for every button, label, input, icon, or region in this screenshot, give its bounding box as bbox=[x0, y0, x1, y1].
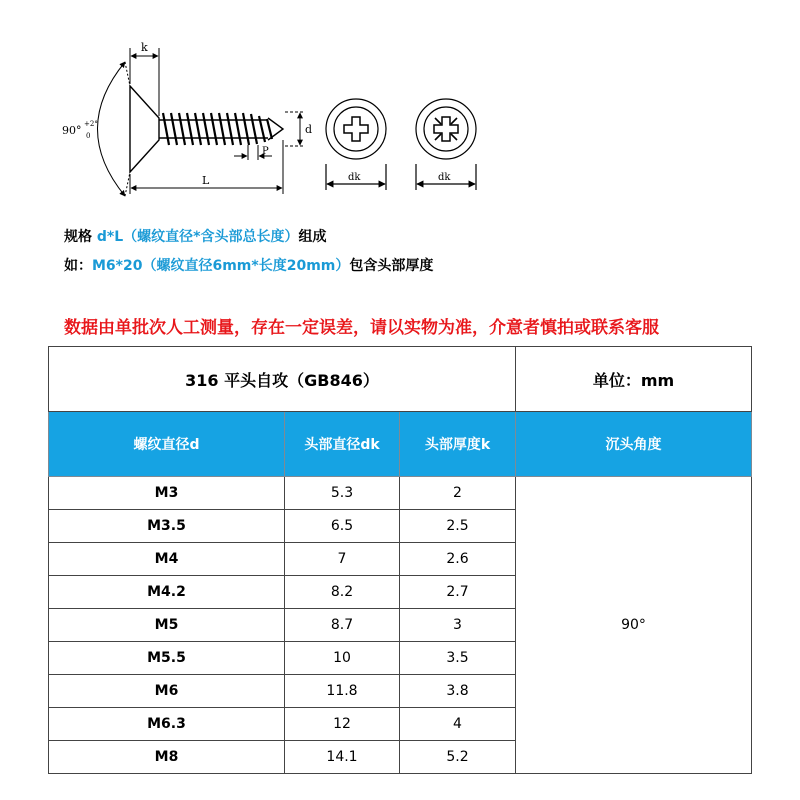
cell-head-diameter: 11.8 bbox=[285, 675, 400, 708]
cell-thread-diameter: M3.5 bbox=[49, 510, 285, 543]
header-head-diameter: 头部直径dk bbox=[285, 412, 400, 477]
cell-thread-diameter: M4 bbox=[49, 543, 285, 576]
spec-example-suffix: 包含头部厚度 bbox=[349, 258, 434, 274]
cell-head-diameter: 8.7 bbox=[285, 609, 400, 642]
cell-head-thickness: 3 bbox=[400, 609, 516, 642]
cell-countersink-angle: 90° bbox=[516, 477, 752, 774]
spec-example-highlight: M6*20（螺纹直径6mm*长度20mm） bbox=[92, 258, 350, 274]
cell-head-thickness: 2.7 bbox=[400, 576, 516, 609]
spec-example-line bbox=[64, 255, 433, 275]
cell-head-diameter: 8.2 bbox=[285, 576, 400, 609]
spec-table bbox=[48, 346, 752, 774]
dim-dk-label-1: dk bbox=[348, 172, 361, 183]
spec-format-suffix: 组成 bbox=[298, 229, 327, 245]
cell-head-diameter: 14.1 bbox=[285, 741, 400, 774]
cell-head-diameter: 7 bbox=[285, 543, 400, 576]
cell-thread-diameter: M8 bbox=[49, 741, 285, 774]
cell-head-thickness: 3.8 bbox=[400, 675, 516, 708]
cell-head-thickness: 4 bbox=[400, 708, 516, 741]
cell-head-thickness: 2 bbox=[400, 477, 516, 510]
cell-thread-diameter: M6.3 bbox=[49, 708, 285, 741]
spec-format-line bbox=[64, 226, 326, 246]
spec-format-highlight: d*L（螺纹直径*含头部总长度） bbox=[96, 229, 299, 245]
cell-head-thickness: 5.2 bbox=[400, 741, 516, 774]
table-title: 316 平头自攻（GB846） bbox=[49, 347, 516, 412]
dim-p-label: P bbox=[262, 146, 269, 157]
table-header-row bbox=[49, 412, 752, 477]
spec-example-prefix: 如： bbox=[64, 258, 92, 274]
cell-thread-diameter: M6 bbox=[49, 675, 285, 708]
header-thread-diameter: 螺纹直径d bbox=[49, 412, 285, 477]
spec-format-prefix: 规格 bbox=[64, 229, 97, 245]
table-row bbox=[49, 477, 752, 510]
cell-head-thickness: 3.5 bbox=[400, 642, 516, 675]
cell-thread-diameter: M3 bbox=[49, 477, 285, 510]
cell-thread-diameter: M5 bbox=[49, 609, 285, 642]
cell-head-thickness: 2.6 bbox=[400, 543, 516, 576]
cell-thread-diameter: M5.5 bbox=[49, 642, 285, 675]
screw-dimension-diagram bbox=[0, 0, 800, 210]
angle-label: 90° bbox=[62, 124, 82, 137]
cell-head-diameter: 5.3 bbox=[285, 477, 400, 510]
dim-d bbox=[285, 112, 305, 146]
cell-head-diameter: 10 bbox=[285, 642, 400, 675]
dim-k-label: k bbox=[141, 41, 148, 54]
dim-l-label: L bbox=[202, 174, 210, 187]
table-unit: 单位：mm bbox=[516, 347, 752, 412]
cell-head-diameter: 6.5 bbox=[285, 510, 400, 543]
dim-dk-label-2: dk bbox=[438, 172, 451, 183]
angle-tol-top: +2° bbox=[84, 120, 98, 128]
cell-thread-diameter: M4.2 bbox=[49, 576, 285, 609]
cell-head-thickness: 2.5 bbox=[400, 510, 516, 543]
angle-annotation bbox=[98, 62, 131, 196]
header-countersink-angle: 沉头角度 bbox=[516, 412, 752, 477]
screw-side-view bbox=[130, 86, 283, 172]
header-head-thickness: 头部厚度k bbox=[400, 412, 516, 477]
cell-head-diameter: 12 bbox=[285, 708, 400, 741]
angle-tol-bottom: 0 bbox=[86, 132, 91, 140]
dim-d-label: d bbox=[305, 123, 313, 136]
measurement-notice: 数据由单批次人工测量，存在一定误差，请以实物为准，介意者慎拍或联系客服 bbox=[64, 318, 659, 338]
table-title-row bbox=[49, 347, 752, 412]
